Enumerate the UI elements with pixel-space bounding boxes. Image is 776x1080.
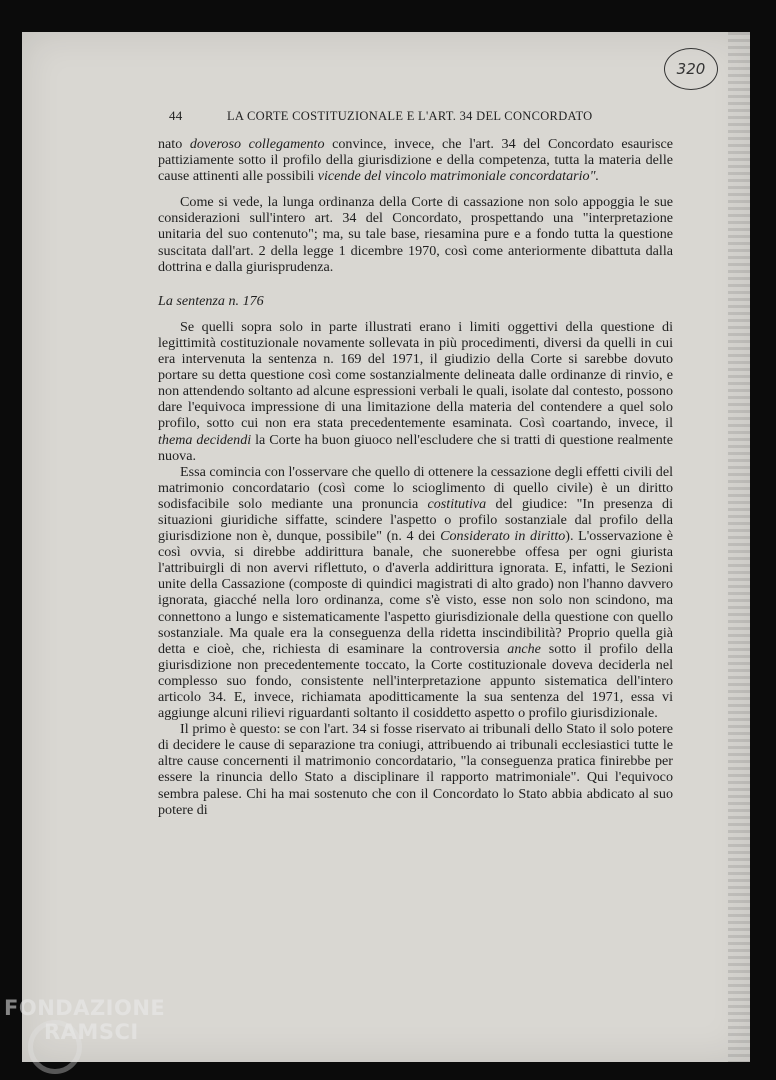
italic-run: Considerato in diritto [440,528,566,545]
archive-number-stamp: 320 [664,48,718,90]
paragraph-5: Il primo è questo: se con l'art. 34 si fosse riservato ai tribunali dello Stato il solo potere di decidere le cause di separazione tra coniugi, attribuendo ai tribunali ecclesiastici tutte le altre cause concernenti il matrimonio concordatario, "la conseguenza pratica finirebbe per essere la rinuncia dello Stato a disciplinare il rapporto matrimoniale". Qui l'equivoco sembra palese. Chi ha mai sostenuto che con il Concordato lo Stato abbia abdicato al suo potere di [158,721,673,818]
text-run: Se quelli sopra solo in parte illustrati erano i limiti oggettivi della questione di legittimità costituzionale novamente sollevata in più procedimenti, diversi da quelli in cui era intervenuta la sentenza n. 169 del 1971, il giudizio della Corte si sarebbe dovuto portare su detta questione così come sostanzialmente delineata dalle ordinanze di rinvio, e non attendendo soltanto ad alcune espressioni verbali le quali, isolate dal contesto, possono dare l'equivoca impressione di una limitazione della materia del contendere a quel solo profilo, sotto cui non era stata precedentemente esaminata. Così coartando, invece, il [158,318,673,432]
paragraph-2: Come si vede, la lunga ordinanza della Corte di cassazione non solo appoggia le sue considerazioni sull'intero art. 34 del Concordato, prospettando una "interpretazione unitaria del suo contenuto"; ma, su tale base, riesamina pure e a fondo tutta la questione suscitata dall'art. 2 della legge 1 dicembre 1970, così come anteriormente dibattuta dalla dottrina e dalla giurisprudenza. [158,194,673,275]
text-run: del giudice: "In presenza di situazioni giuridiche siffatte, scindere l'aspetto o profilo sostanziale dal profilo della giurisdizione non è, dunque, possibile" (n. 4 dei [158,495,673,545]
italic-run: costitutiva [427,495,487,512]
running-title: LA CORTE COSTITUZIONALE E L'ART. 34 DEL CONCORDATO [227,109,593,123]
text-run: convince, invece, che l'art. 34 del Concordato esaurisce pattiziamente sotto il profilo della giurisdizione e della competenza, tutta la materia delle cause attinenti alle possibili [158,136,673,185]
watermark-line-1: FONDAZIONE [4,996,166,1020]
page-header [169,108,593,124]
italic-run: anche [507,640,541,657]
paragraph-1 [158,136,673,184]
watermark-logo [4,996,165,1044]
text-run: ). L'osservazione è così ovvia, si direbbe addirittura banale, che suonerebbe offesa per ogni giurista l'attribuirgli di non avervi riflettuto, o d'averla addirittura ignorata. E, infatti, le Sezioni unite della Cassazione (composte di quindici magistrati di alto grado) non l'hanno davvero ignorata, giacché nella loro ordinanza, come s'è visto, esse non solo non scindono, ma connettono a lungo e sistematicamente l'aspetto giurisdizionale della questione con quello sostanziale. Ma quale era la conseguenza della ridetta inscindibilità? Proprio quella già detta e cioè, che, richiesta di esaminare la controversia [158,528,673,657]
page-number: 44 [169,108,183,123]
italic-run: thema decidendi [158,431,252,448]
paragraph-3 [158,319,673,464]
section-heading: La sentenza n. 176 [158,292,264,309]
italic-run: vicende del vincolo matrimoniale concordatario". [317,168,600,185]
text-run: nato [158,136,190,152]
italic-run: doveroso collegamento [189,136,325,152]
text-run: sotto il profilo della giurisdizione non precedentemente toccato, la Corte costituzionale doveva deciderla nel complesso suo fondo, consistente nell'interpretazione appunto sistematica dell'intero articolo 34. E, invece, richiamata apoditticamente la sua sentenza del 1971, essa vi aggiunge alcuni rilievi riguardanti soltanto il cosiddetto aspetto o profilo giurisdizionale. [158,640,673,722]
paragraph-4 [158,464,673,722]
text-body [158,136,673,818]
text-run: la Corte ha buon giuoco nell'escludere che si tratti di questione realmente nuova. [158,431,673,464]
document-page [22,32,750,1062]
text-run: Essa comincia con l'osservare che quello di ottenere la cessazione degli effetti civili del matrimonio concordatario (così come lo scioglimento di quello civile) è un diritto sodisfacibile solo mediante una pronuncia [158,463,673,512]
watermark-line-2: RAMSCI [44,1020,139,1044]
